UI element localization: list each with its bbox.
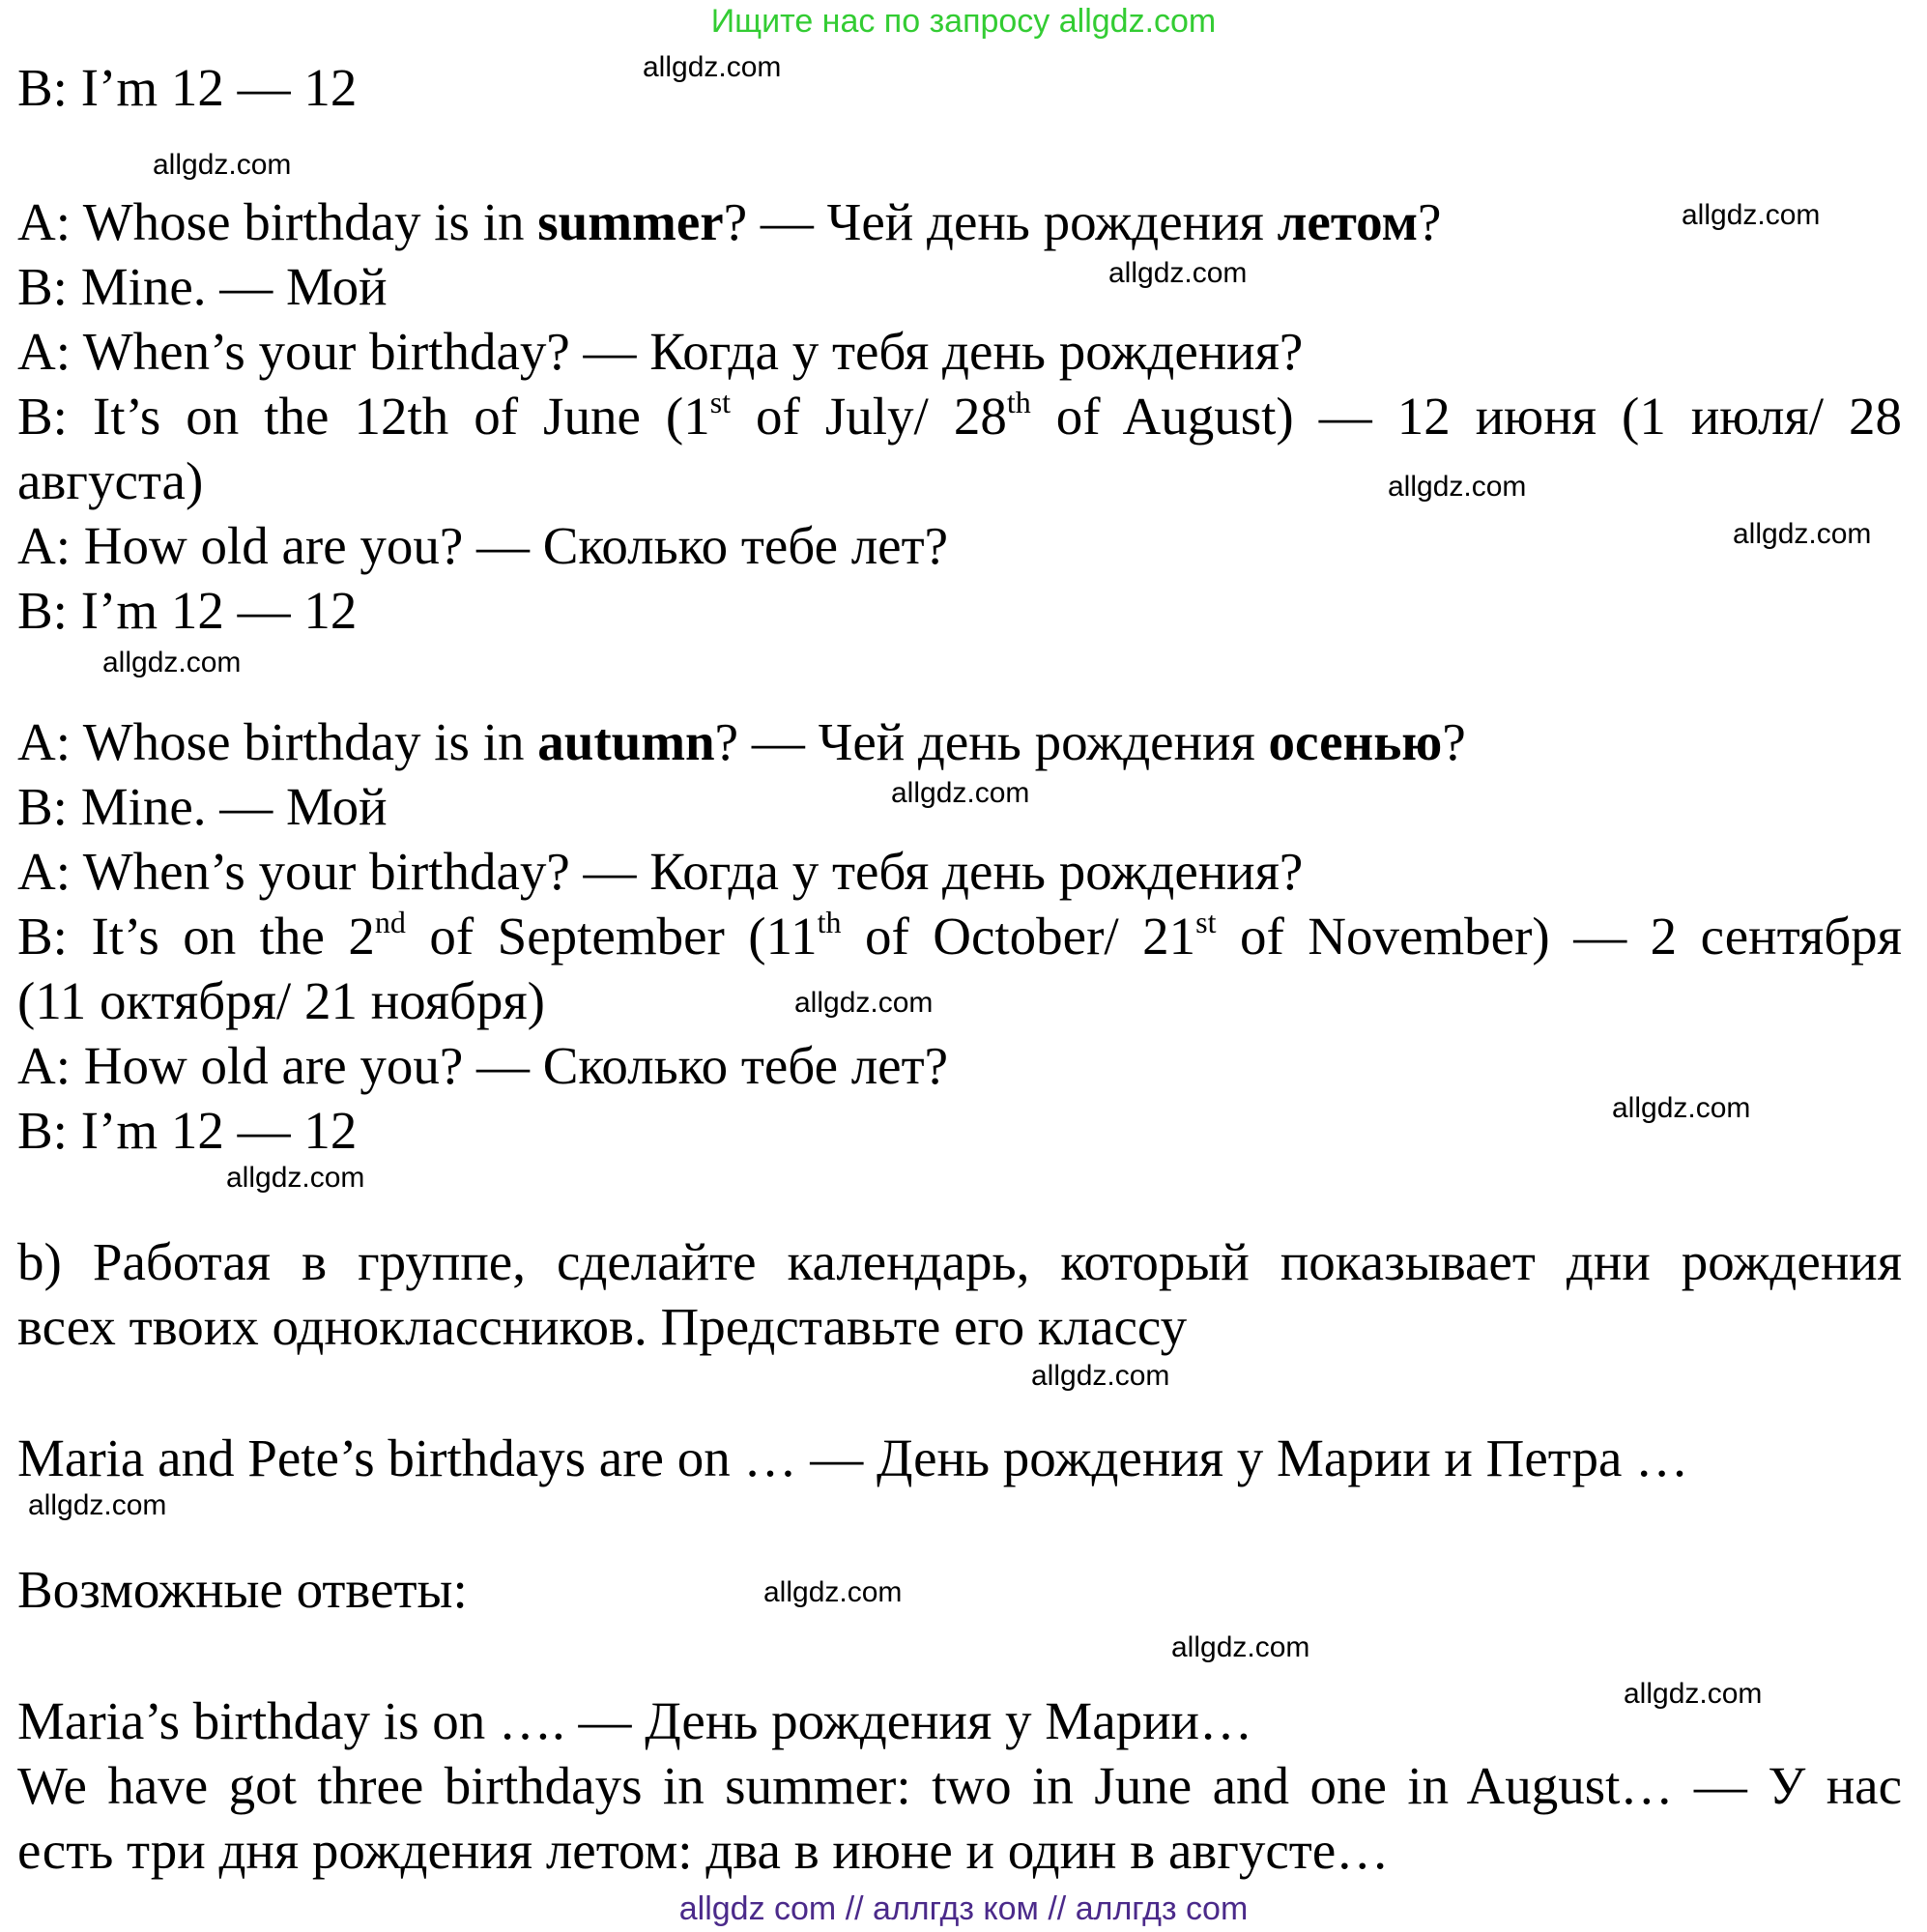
top-banner: Ищите нас по запросу allgdz.com bbox=[710, 3, 1217, 40]
watermark: allgdz.com bbox=[1624, 1678, 1763, 1710]
line-text: of September (11 bbox=[405, 907, 818, 966]
dialog-line: B: I’m 12 — 12 bbox=[17, 581, 358, 640]
line-text: ? bbox=[1418, 192, 1442, 251]
dialog-line: A: When’s your birthday? — Когда у тебя день рождения? bbox=[17, 322, 1304, 381]
dialog-line: B: I’m 12 — 12 bbox=[17, 1101, 358, 1160]
line-text: A: Whose birthday is in bbox=[17, 712, 538, 771]
watermark: allgdz.com bbox=[1388, 471, 1527, 503]
watermark: allgdz.com bbox=[1171, 1631, 1310, 1663]
watermark: allgdz.com bbox=[1682, 199, 1821, 231]
dialog-line bbox=[17, 385, 1902, 448]
dialog-line: B: Mine. — Мой bbox=[17, 777, 388, 836]
task-line: b) Работая в группе, сделайте календарь, который показывает дни рождения bbox=[17, 1232, 1902, 1291]
line-text: of October/ 21 bbox=[841, 907, 1196, 966]
line-text: ? bbox=[1442, 712, 1466, 771]
line-text: ? — Чей день рождения bbox=[714, 712, 1269, 771]
watermark: allgdz.com bbox=[763, 1576, 903, 1608]
ordinal-suffix: st bbox=[1195, 905, 1217, 939]
ordinal-suffix: nd bbox=[374, 905, 406, 939]
dialog-line: A: How old are you? — Сколько тебе лет? bbox=[17, 516, 949, 575]
answer-line: Maria’s birthday is on …. — День рождения у Марии… bbox=[17, 1691, 1252, 1750]
example-line: Maria and Pete’s birthdays are on … — День рождения у Марии и Петра … bbox=[17, 1428, 1689, 1487]
watermark: allgdz.com bbox=[153, 149, 292, 181]
dialog-line bbox=[17, 905, 1902, 968]
bold-word: летом bbox=[1277, 192, 1419, 251]
ordinal-suffix: th bbox=[817, 905, 842, 939]
task-line: всех твоих одноклассников. Представьте его классу bbox=[17, 1297, 1188, 1356]
bold-word: summer bbox=[537, 192, 724, 251]
watermark: allgdz.com bbox=[102, 647, 242, 678]
line-text: B: It’s on the 2 bbox=[17, 907, 375, 966]
line-text: A: Whose birthday is in bbox=[17, 192, 538, 251]
dialog-line bbox=[17, 710, 1466, 774]
line-text: of November) — 2 сентября bbox=[1216, 907, 1902, 966]
watermark: allgdz.com bbox=[28, 1489, 167, 1521]
dialog-line: A: When’s your birthday? — Когда у тебя день рождения? bbox=[17, 842, 1304, 901]
watermark: allgdz.com bbox=[1108, 257, 1248, 289]
line-text: of July/ 28 bbox=[731, 387, 1007, 446]
ordinal-suffix: th bbox=[1006, 385, 1031, 419]
bottom-banner: allgdz com // аллгдз ком // аллгдз com bbox=[678, 1890, 1249, 1927]
answer-line: We have got three birthdays in summer: two in June and one in August… — У нас bbox=[17, 1756, 1902, 1815]
dialog-line: августа) bbox=[17, 451, 204, 510]
watermark: allgdz.com bbox=[226, 1162, 365, 1194]
bold-word: осенью bbox=[1268, 712, 1443, 771]
ordinal-suffix: st bbox=[709, 385, 732, 419]
answer-line: есть три дня рождения летом: два в июне и один в августе… bbox=[17, 1821, 1390, 1880]
watermark: allgdz.com bbox=[1031, 1360, 1170, 1392]
dialog-line: A: How old are you? — Сколько тебе лет? bbox=[17, 1036, 949, 1095]
watermark: allgdz.com bbox=[794, 987, 934, 1019]
bold-word: autumn bbox=[537, 712, 715, 771]
watermark: allgdz.com bbox=[1612, 1092, 1751, 1124]
dialog-line: (11 октября/ 21 ноября) bbox=[17, 971, 545, 1030]
watermark: allgdz.com bbox=[643, 51, 782, 83]
line-text: B: It’s on the 12th of June (1 bbox=[17, 387, 710, 446]
dialog-line: B: I’m 12 — 12 bbox=[17, 58, 358, 117]
line-text: ? — Чей день рождения bbox=[723, 192, 1278, 251]
dialog-line: B: Mine. — Мой bbox=[17, 257, 388, 316]
answers-heading: Возможные ответы: bbox=[17, 1560, 468, 1619]
dialog-line bbox=[17, 190, 1441, 254]
watermark: allgdz.com bbox=[891, 777, 1030, 809]
watermark: allgdz.com bbox=[1733, 518, 1872, 550]
line-text: of August) — 12 июня (1 июля/ 28 bbox=[1030, 387, 1903, 446]
